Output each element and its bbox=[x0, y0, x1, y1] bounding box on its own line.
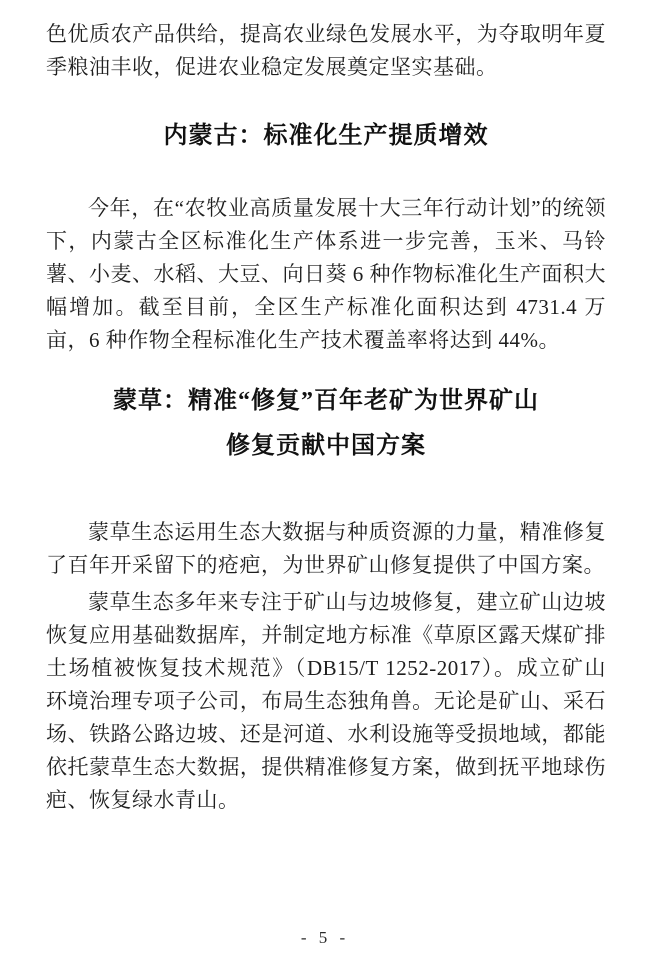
section2-heading-line2: 修复贡献中国方案 bbox=[226, 433, 426, 459]
section2-paragraph-1: 蒙草生态运用生态大数据与种质资源的力量，精准修复了百年开采留下的疮疤，为世界矿山修复提供了中国方案。 bbox=[46, 520, 606, 577]
section2-heading-line1: 蒙草：精准“修复”百年老矿为世界矿山 bbox=[113, 388, 539, 414]
section2-paragraph-2: 蒙草生态多年来专注于矿山与边坡修复，建立矿山边坡恢复应用基础数据库，并制定地方标准《草原区露天煤矿排土场植被恢复技术规范》（DB15/T 1252-2017）。成立矿山环境治理专项子公司，布局生态独角兽。无论是矿山、采石场、铁路公路边坡、还是河道、水利设施等受损地域，都能依托蒙草生态大数据，提供精准修复方案，做到抚平地球伤疤、恢复绿水青山。 bbox=[46, 590, 606, 812]
section1-paragraph: 今年，在“农牧业高质量发展十大三年行动计划”的统领下，内蒙古全区标准化生产体系进一步完善，玉米、马铃薯、小麦、水稻、大豆、向日葵 6 种作物标准化生产面积大幅增加。截至目前，全区生产标准化面积达到 4731.4 万亩，6 种作物全程标准化生产技术覆盖率将达到 44%。 bbox=[46, 196, 606, 352]
section2-heading bbox=[46, 379, 606, 469]
continuation-paragraph: 色优质农产品供给，提高农业绿色发展水平，为夺取明年夏季粮油丰收，促进农业稳定发展奠定坚实基础。 bbox=[46, 22, 606, 79]
section1-heading: 内蒙古：标准化生产提质增效 bbox=[163, 123, 489, 149]
page-number: - 5 - bbox=[300, 928, 350, 947]
